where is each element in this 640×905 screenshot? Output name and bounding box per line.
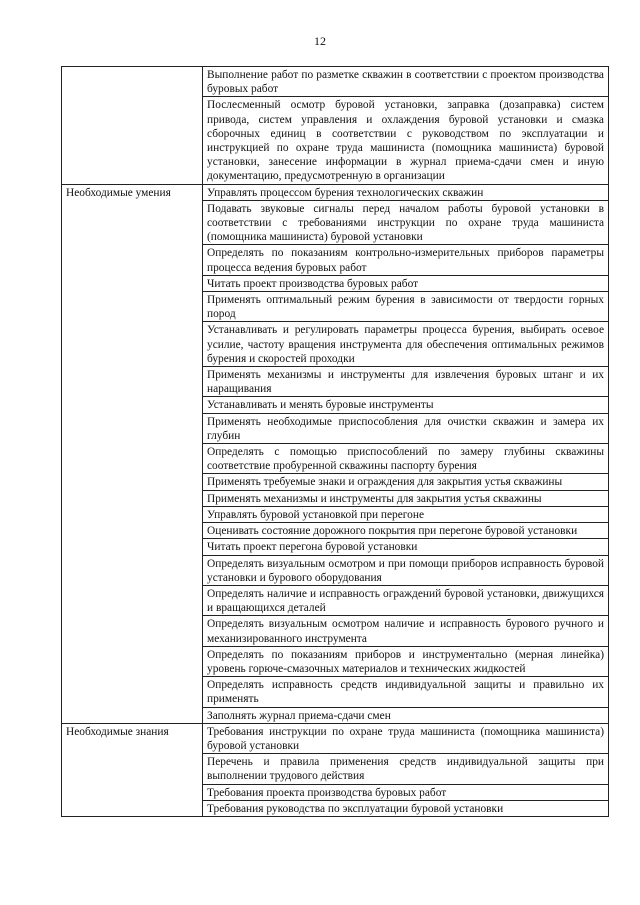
- row-content: Определять визуальным осмотром наличие и исправность бурового ручного и механизированного инструмента: [203, 616, 609, 646]
- row-content: Оценивать состояние дорожного покрытия при перегоне буровой установки: [203, 523, 609, 539]
- row-label: Необходимые знания: [66, 725, 169, 738]
- row-content: Управлять процессом бурения технологических скважин: [203, 184, 609, 200]
- row-content: Устанавливать и регулировать параметры процесса бурения, выбирать осевое усилие, частоту вращения инструмента для обеспечения оптимальных режимов бурения и скоростей проходки: [203, 322, 609, 367]
- row-content: Применять оптимальный режим бурения в зависимости от твердости горных пород: [203, 292, 609, 322]
- row-content: Перечень и правила применения средств индивидуальной защиты при выполнении трудового действия: [203, 754, 609, 784]
- row-content: Определять наличие и исправность ограждений буровой установки, движущихся и вращающихся деталей: [203, 585, 609, 615]
- row-content: Применять механизмы и инструменты для извлечения буровых штанг и их наращивания: [203, 367, 609, 397]
- row-content: Применять требуемые знаки и ограждения для закрытия устья скважины: [203, 474, 609, 490]
- row-content: Требования руководства по эксплуатации буровой установки: [203, 800, 609, 816]
- row-content: Определять по показаниям контрольно-измерительных приборов параметры процесса ведения буровых работ: [203, 245, 609, 275]
- row-content: Заполнять журнал приема-сдачи смен: [203, 707, 609, 723]
- row-content: Определять визуальным осмотром и при помощи приборов исправность буровой установки и бурового оборудования: [203, 555, 609, 585]
- row-content: Определять исправность средств индивидуальной защиты и правильно их применять: [203, 677, 609, 707]
- table-row: [62, 184, 609, 200]
- row-content: Читать проект перегона буровой установки: [203, 539, 609, 555]
- row-label-cell: [62, 723, 203, 816]
- row-content: Определять с помощью приспособлений по замеру глубины скважины соответствие пробуренной скважины паспорту бурения: [203, 444, 609, 474]
- row-content: Подавать звуковые сигналы перед началом работы буровой установки в соответствии с требованиями инструкции по охране труда машиниста (помощника машиниста) буровой установки: [203, 200, 609, 245]
- row-content: Требования проекта производства буровых работ: [203, 784, 609, 800]
- row-content: Устанавливать и менять буровые инструменты: [203, 397, 609, 413]
- requirements-table: [61, 66, 609, 817]
- row-content: Применять механизмы и инструменты для закрытия устья скважины: [203, 490, 609, 506]
- page-number: 12: [314, 34, 326, 48]
- row-content: Послесменный осмотр буровой установки, заправка (дозаправка) систем привода, систем управления и охлаждения буровой установки и смазка сборочных единиц в соответствии с руководством по эксплуатации и инструкцией по охране труда машиниста (помощника машиниста) буровой установки, занесение информации в журнал приема-сдачи смен и иную документацию, предусмотренную в организации: [203, 97, 609, 184]
- row-label-cell: [62, 67, 203, 185]
- row-content: Применять необходимые приспособления для очистки скважин и замера их глубин: [203, 413, 609, 443]
- row-content: Управлять буровой установкой при перегоне: [203, 506, 609, 522]
- row-content: Требования инструкции по охране труда машиниста (помощника машиниста) буровой установки: [203, 723, 609, 753]
- row-content: Определять по показаниям приборов и инструментально (мерная линейка) уровень горюче-смазочных материалов и технических жидкостей: [203, 646, 609, 676]
- row-label: Необходимые умения: [66, 186, 171, 199]
- table-row: [62, 67, 609, 97]
- row-label-cell: [62, 184, 203, 723]
- table-row: [62, 723, 609, 753]
- row-content: Выполнение работ по разметке скважин в соответствии с проектом производства буровых работ: [203, 67, 609, 97]
- row-content: Читать проект производства буровых работ: [203, 275, 609, 291]
